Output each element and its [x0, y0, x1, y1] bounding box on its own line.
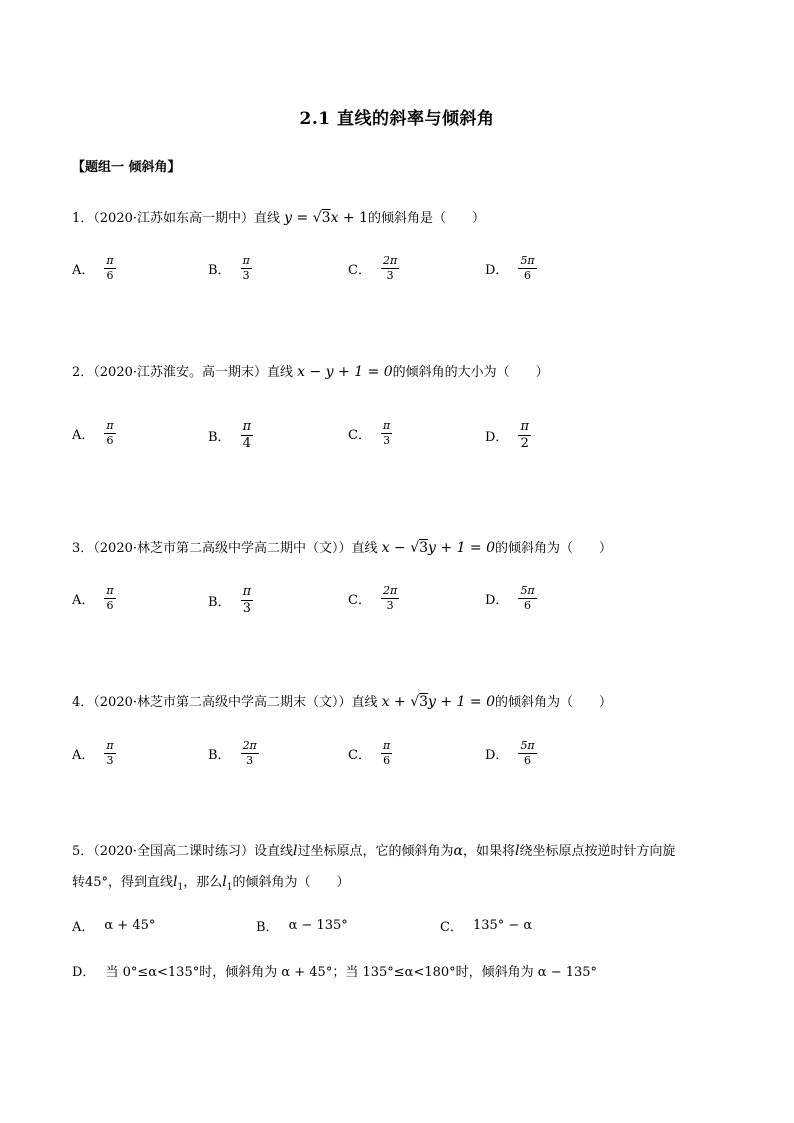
- page-title: 2.1 直线的斜率与倾斜角: [299, 109, 495, 129]
- option-d[interactable]: [485, 585, 537, 612]
- option-b[interactable]: [208, 740, 259, 767]
- fraction: $\frac{\pi}{4}$: [242, 419, 252, 452]
- question-5-stem-line-1: 5．（2020·全国高二课时练习）设直线l过坐标原点，它的倾斜角为α，如果将l绕坐标原点按逆时针方向旋: [72, 843, 676, 859]
- option-letter: B．: [208, 263, 231, 279]
- question-text: 的倾斜角为（ ）: [495, 695, 613, 710]
- question-source: （2020·林芝市第二高级中学高二期末（文））: [93, 695, 352, 710]
- fraction: $\frac{2\pi}{3}$: [242, 739, 257, 768]
- option-letter: D．: [485, 593, 509, 609]
- fraction: $\frac{\pi}{3}$: [382, 419, 391, 448]
- equation: x − √3y + 1 = 0: [381, 540, 496, 556]
- fraction: $\frac{2\pi}{3}$: [382, 254, 398, 283]
- option-letter: D．: [72, 965, 96, 980]
- option-d[interactable]: [485, 420, 531, 452]
- option-letter: C．: [440, 920, 463, 935]
- group-header: 【题组一 倾斜角】: [72, 160, 181, 175]
- question-source: （2020·江苏淮安。高一期末）: [93, 365, 267, 380]
- fraction: $\frac{\pi}{6}$: [382, 739, 391, 768]
- question-source: （2020·林芝市第二高级中学高二期中（文））: [93, 541, 352, 556]
- fraction: $\frac{\pi}{2}$: [520, 419, 529, 452]
- fraction: $\frac{5\pi}{6}$: [520, 254, 535, 283]
- question-3-stem: [72, 537, 612, 556]
- option-letter: A．: [72, 920, 95, 935]
- option-letter: B．: [208, 430, 231, 446]
- option-letter: D．: [485, 263, 509, 279]
- option-d[interactable]: [72, 961, 597, 980]
- option-letter: C．: [348, 263, 371, 279]
- option-text: 135° − α: [472, 918, 533, 933]
- equation: x + √3y + 1 = 0: [381, 694, 496, 710]
- option-b[interactable]: [208, 585, 253, 617]
- question-5-stem-line-2: 转45°，得到直线$l_1$，那么$l_1$的倾斜角为（ ）: [72, 874, 350, 893]
- question-number: 2．: [72, 365, 94, 380]
- option-letter: B．: [208, 748, 231, 764]
- question-2-stem: [72, 361, 549, 380]
- equation: y = √3x + 1: [284, 210, 369, 226]
- equation: x − y + 1 = 0: [297, 364, 393, 380]
- question-text: 的倾斜角的大小为（ ）: [392, 365, 549, 380]
- fraction: $\frac{5\pi}{6}$: [520, 739, 535, 768]
- option-letter: A．: [72, 593, 95, 609]
- option-letter: D．: [485, 430, 509, 446]
- option-c[interactable]: [348, 255, 399, 282]
- fraction: $\frac{\pi}{3}$: [242, 584, 252, 617]
- question-text: 直线: [254, 211, 281, 226]
- option-d[interactable]: [485, 740, 537, 767]
- option-letter: B．: [208, 595, 231, 611]
- question-number: 1．: [72, 211, 94, 226]
- option-a[interactable]: [72, 740, 116, 767]
- question-4-stem: [72, 691, 612, 710]
- question-number: 5．: [72, 844, 94, 859]
- option-letter: C．: [348, 748, 371, 764]
- fraction: $\frac{\pi}{6}$: [106, 419, 114, 448]
- option-letter: A．: [72, 428, 95, 444]
- question-number: 3．: [72, 541, 94, 556]
- option-letter: C．: [348, 428, 371, 444]
- fraction: $\frac{\pi}{6}$: [106, 254, 114, 283]
- fraction: $\frac{\pi}{6}$: [106, 584, 114, 613]
- option-b[interactable]: [256, 916, 348, 935]
- option-a[interactable]: [72, 585, 116, 612]
- option-letter: A．: [72, 263, 95, 279]
- question-text: 的倾斜角为（ ）: [495, 541, 613, 556]
- option-letter: B．: [256, 920, 279, 935]
- option-d[interactable]: [485, 255, 537, 282]
- option-text: α − 135°: [288, 918, 348, 933]
- question-text: 的倾斜角是（ ）: [368, 211, 486, 226]
- option-c[interactable]: [348, 420, 392, 447]
- option-a[interactable]: [72, 916, 155, 935]
- option-letter: A．: [72, 748, 95, 764]
- option-a[interactable]: [72, 255, 116, 282]
- option-c[interactable]: [440, 916, 532, 935]
- question-text: 直线: [351, 695, 378, 710]
- question-source: （2020·全国高二课时练习）: [93, 844, 254, 859]
- option-letter: D．: [485, 748, 509, 764]
- question-source: （2020·江苏如东高一期中）: [93, 211, 254, 226]
- option-text: 当 0°≤α<135°时，倾斜角为 α + 45°；当 135°≤α<180°时，倾斜角为 α − 135°: [105, 965, 598, 980]
- fraction: $\frac{\pi}{3}$: [106, 739, 114, 768]
- option-letter: C．: [348, 593, 371, 609]
- question-1-stem: [72, 207, 485, 226]
- option-text: α + 45°: [104, 918, 156, 933]
- fraction: $\frac{2\pi}{3}$: [382, 584, 398, 613]
- option-c[interactable]: [348, 740, 392, 767]
- question-text: 直线: [351, 541, 378, 556]
- question-text: 直线: [267, 365, 294, 380]
- option-c[interactable]: [348, 585, 399, 612]
- question-number: 4．: [72, 695, 94, 710]
- option-a[interactable]: [72, 420, 116, 447]
- option-b[interactable]: [208, 255, 252, 282]
- option-b[interactable]: [208, 420, 253, 452]
- fraction: $\frac{\pi}{3}$: [242, 254, 250, 283]
- fraction: $\frac{5\pi}{6}$: [520, 584, 535, 613]
